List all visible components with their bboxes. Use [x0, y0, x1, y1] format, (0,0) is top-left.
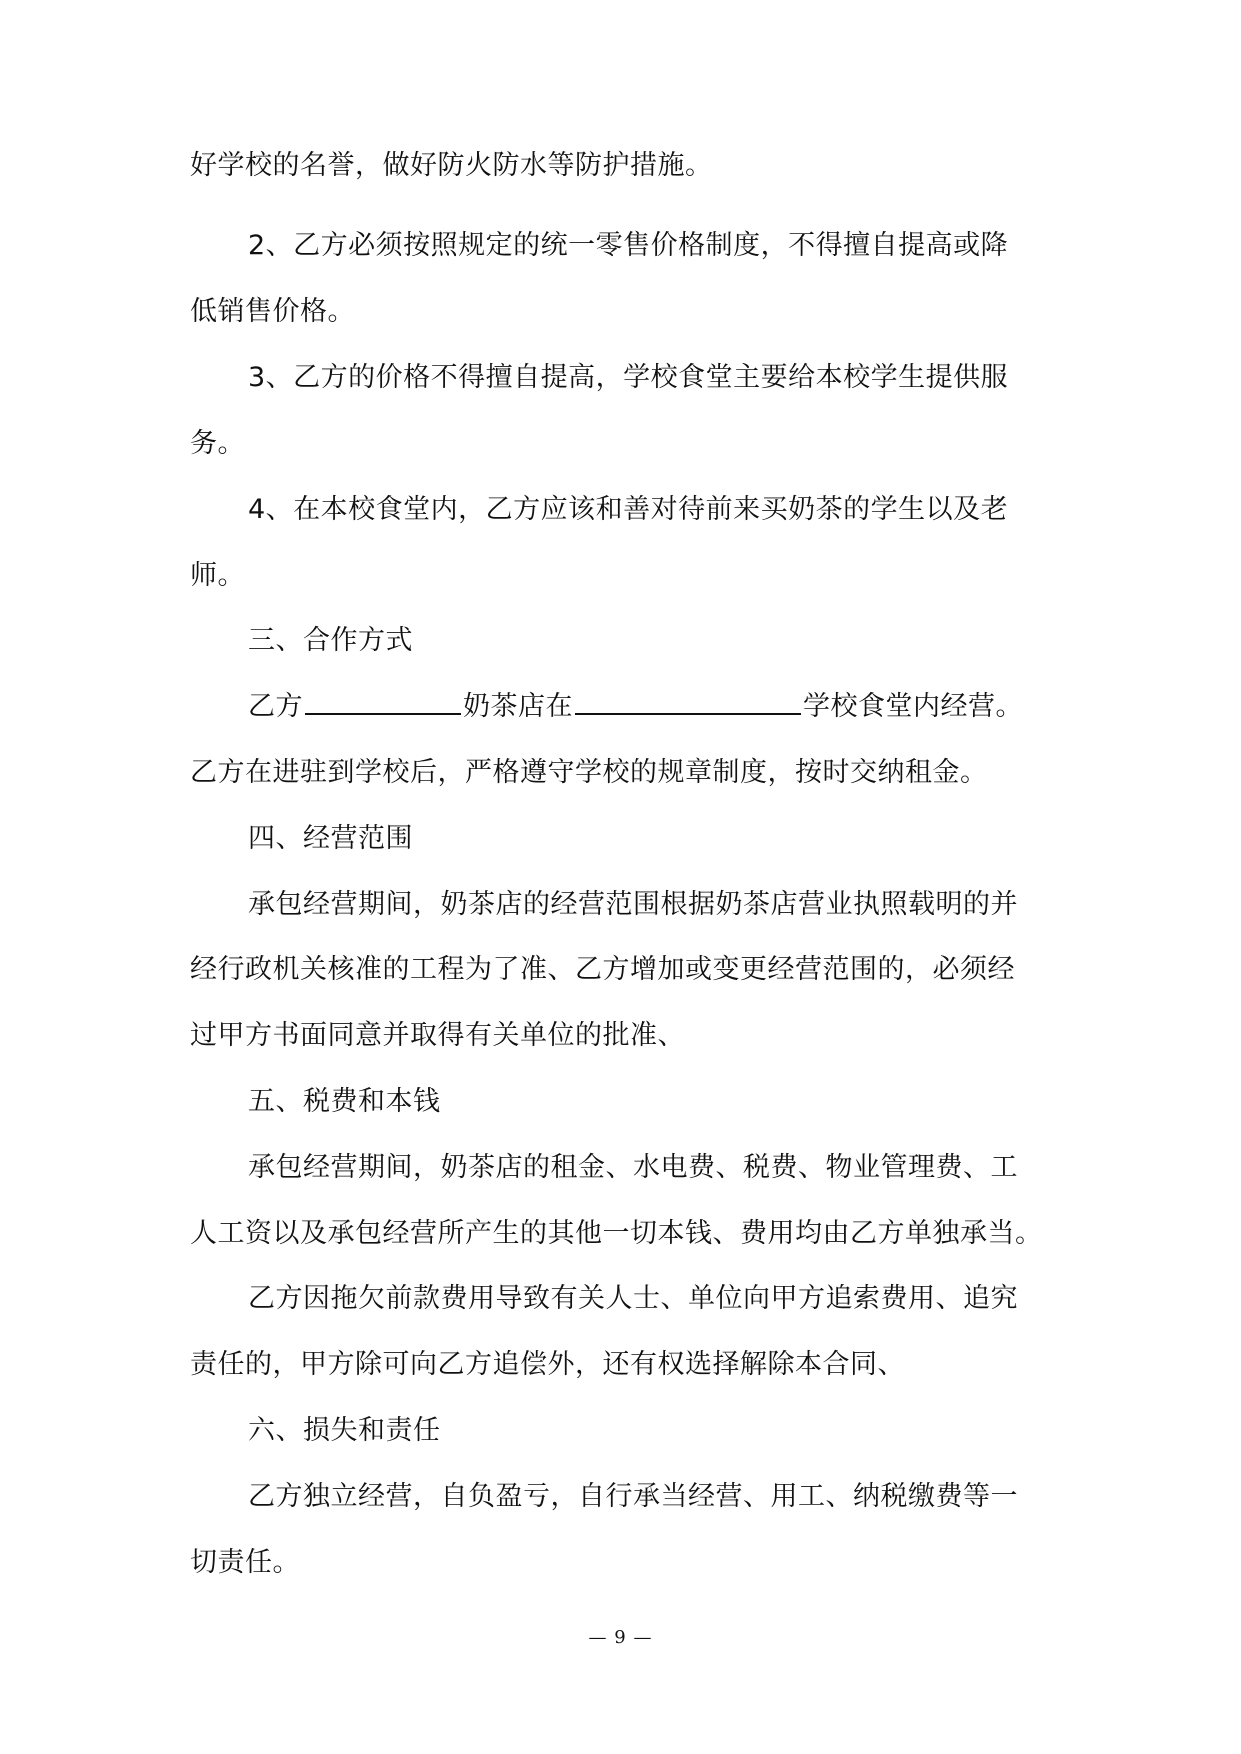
liability-line-2: 切责任。 [190, 1547, 300, 1578]
clause-4-line-1: 4、在本校食堂内，乙方应该和善对待前来买奶茶的学生以及老 [248, 494, 1009, 525]
scope-line-3: 过甲方书面同意并取得有关单位的批准、 [190, 1020, 685, 1051]
taxes-line-3: 乙方因拖欠前款费用导致有关人士、单位向甲方追索费用、追究 [248, 1283, 1018, 1314]
clause-3-line-2: 务。 [190, 428, 245, 459]
section-heading-cooperation: 三、合作方式 [248, 625, 413, 656]
school-name-blank[interactable] [575, 687, 801, 715]
clause-2-line-2: 低销售价格。 [190, 296, 355, 327]
page-number: — 9 — [588, 1627, 653, 1648]
taxes-line-1: 承包经营期间，奶茶店的租金、水电费、税费、物业管理费、工 [248, 1152, 1018, 1183]
scope-line-1: 承包经营期间，奶茶店的经营范围根据奶茶店营业执照载明的并 [248, 889, 1018, 920]
clause-3-line-1: 3、乙方的价格不得擅自提高，学校食堂主要给本校学生提供服 [248, 362, 1009, 393]
section-heading-taxes: 五、税费和本钱 [248, 1086, 441, 1117]
party-b-label: 乙方 [248, 691, 303, 722]
section-heading-liability: 六、损失和责任 [248, 1415, 441, 1446]
canteen-label: 学校食堂内经营。 [803, 691, 1023, 722]
shop-at-label: 奶茶店在 [463, 691, 573, 722]
clause-4-line-2: 师。 [190, 560, 245, 591]
section-heading-scope: 四、经营范围 [248, 823, 413, 854]
shop-name-blank[interactable] [305, 687, 461, 715]
scope-line-2: 经行政机关核准的工程为了准、乙方增加或变更经营范围的，必须经 [190, 954, 1015, 985]
taxes-line-4: 责任的，甲方除可向乙方追偿外，还有权选择解除本合同、 [190, 1349, 905, 1380]
cooperation-fill-in-line [248, 687, 1023, 727]
liability-line-1: 乙方独立经营，自负盈亏，自行承当经营、用工、纳税缴费等一 [248, 1481, 1018, 1512]
taxes-line-2: 人工资以及承包经营所产生的其他一切本钱、费用均由乙方单独承当。 [190, 1218, 1043, 1249]
clause-2-line-1: 2、乙方必须按照规定的统一零售价格制度，不得擅自提高或降 [248, 230, 1009, 261]
cooperation-line-2: 乙方在进驻到学校后，严格遵守学校的规章制度，按时交纳租金。 [190, 757, 988, 788]
paragraph-line: 好学校的名誉，做好防火防水等防护措施。 [190, 150, 713, 181]
